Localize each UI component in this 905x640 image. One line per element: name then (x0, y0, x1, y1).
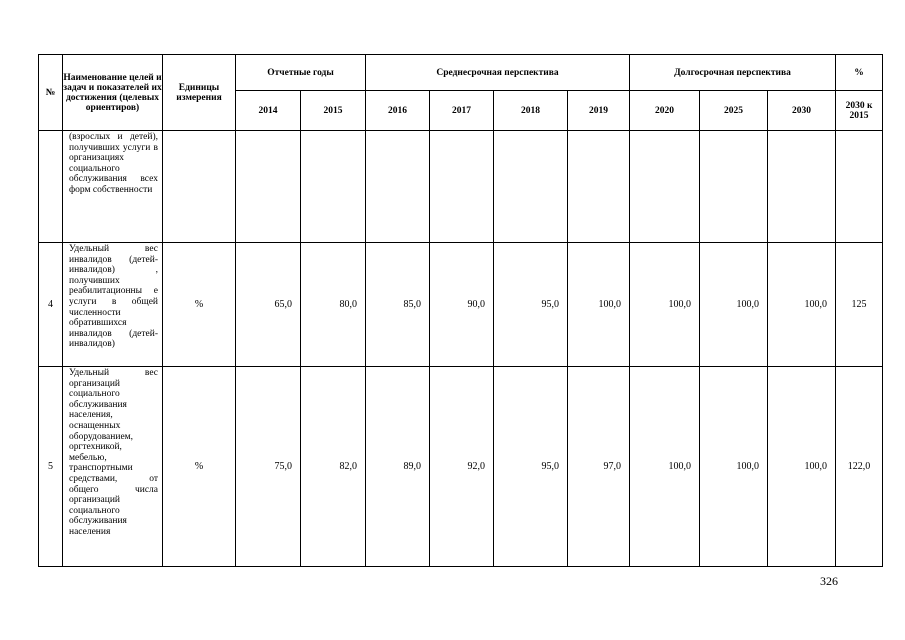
header-units: Единицы измерения (163, 55, 236, 131)
value-cell (430, 131, 494, 243)
value-cell: 100,0 (768, 243, 836, 367)
table-row (39, 131, 883, 243)
header-long-term: Долгосрочная перспектива (630, 55, 836, 91)
value-cell: 85,0 (366, 243, 430, 367)
header-year: 2019 (568, 91, 630, 131)
header-year: 2014 (236, 91, 301, 131)
header-year: 2025 (700, 91, 768, 131)
value-cell: 95,0 (494, 243, 568, 367)
page-number: 326 (820, 574, 838, 588)
value-cell: 100,0 (630, 243, 700, 367)
header-row-groups (39, 55, 883, 91)
header-indicator-name: Наименование целей и задач и показателей их достижения (целевых ориентиров) (63, 55, 163, 131)
header-year: 2030 (768, 91, 836, 131)
header-year: 2015 (301, 91, 366, 131)
indicators-table (38, 54, 883, 567)
indicator-text: Удельный вес организаций социального обслуживания населения, оснащенных оборудованием, оргтехникой, мебелью, транспортными средствами, от общего числа организаций социального обслуживания населения (63, 367, 163, 567)
header-percent: % (836, 55, 883, 91)
value-cell: 82,0 (301, 367, 366, 567)
value-cell (494, 131, 568, 243)
value-cell: 100,0 (700, 367, 768, 567)
ratio-cell (836, 131, 883, 243)
value-cell: 97,0 (568, 367, 630, 567)
row-number (39, 131, 63, 243)
header-year: 2016 (366, 91, 430, 131)
indicator-text: (взрослых и детей), получивших услуги в организациях социального обслуживания всех форм собственности (63, 131, 163, 243)
header-year: 2020 (630, 91, 700, 131)
header-number: № (39, 55, 63, 131)
value-cell (768, 131, 836, 243)
value-cell (630, 131, 700, 243)
header-medium-term: Среднесрочная перспектива (366, 55, 630, 91)
value-cell: 100,0 (630, 367, 700, 567)
header-year-ratio: 2030 к 2015 (836, 91, 883, 131)
table-row (39, 243, 883, 367)
value-cell: 92,0 (430, 367, 494, 567)
unit-cell: % (163, 243, 236, 367)
indicator-text: Удельный вес инвалидов (детей-инвалидов) , получивших реабилитационны е услуги в общей численности обратившихся инвалидов (детей-инвалидов) (63, 243, 163, 367)
unit-cell: % (163, 367, 236, 567)
ratio-cell: 125 (836, 243, 883, 367)
value-cell: 100,0 (700, 243, 768, 367)
value-cell (236, 131, 301, 243)
value-cell (700, 131, 768, 243)
value-cell: 75,0 (236, 367, 301, 567)
row-number: 5 (39, 367, 63, 567)
table-row (39, 367, 883, 567)
value-cell: 65,0 (236, 243, 301, 367)
value-cell (366, 131, 430, 243)
unit-cell (163, 131, 236, 243)
header-reported-years: Отчетные годы (236, 55, 366, 91)
value-cell (568, 131, 630, 243)
value-cell: 95,0 (494, 367, 568, 567)
row-number: 4 (39, 243, 63, 367)
value-cell: 100,0 (768, 367, 836, 567)
header-year: 2017 (430, 91, 494, 131)
header-year: 2018 (494, 91, 568, 131)
value-cell: 80,0 (301, 243, 366, 367)
value-cell (301, 131, 366, 243)
ratio-cell: 122,0 (836, 367, 883, 567)
value-cell: 100,0 (568, 243, 630, 367)
value-cell: 90,0 (430, 243, 494, 367)
value-cell: 89,0 (366, 367, 430, 567)
